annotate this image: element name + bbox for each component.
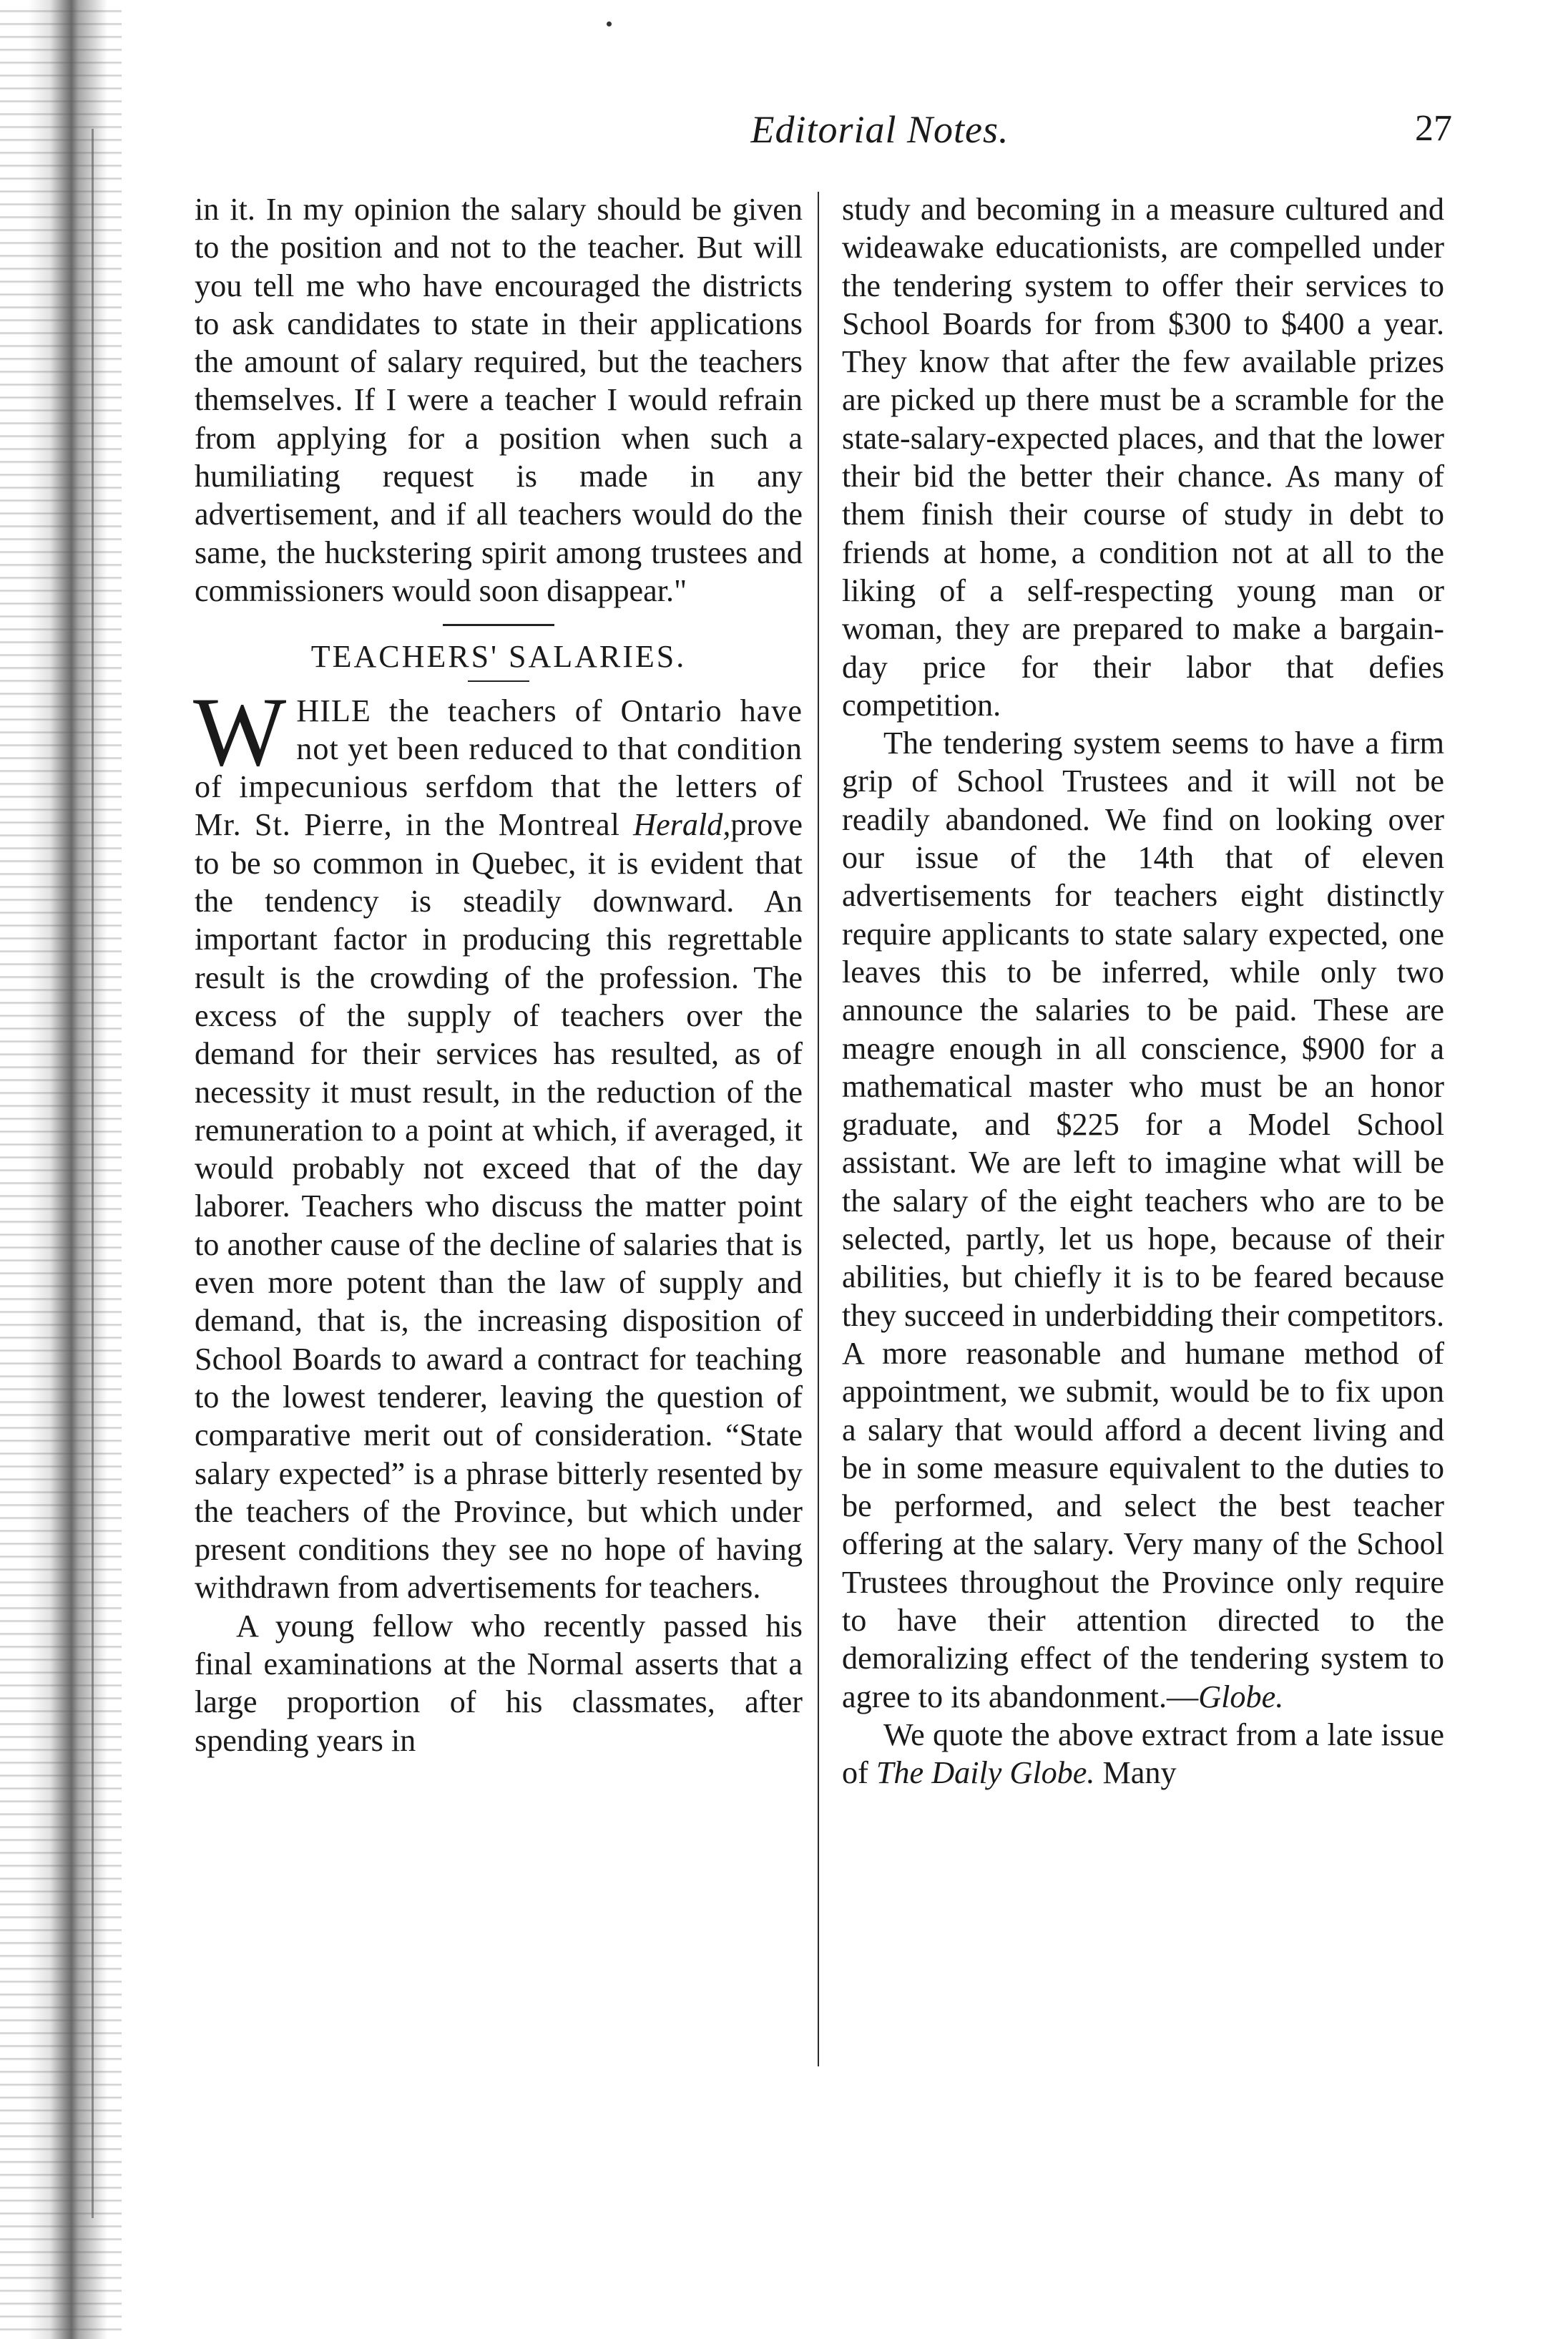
drop-cap-letter: W xyxy=(193,676,287,786)
heading-underline-rule xyxy=(468,680,529,682)
editorial-comment-paragraph xyxy=(842,1716,1444,1792)
daily-globe-title: The Daily Globe. xyxy=(876,1755,1095,1791)
letter-continuation-paragraph: in it. In my opinion the salary should be given to the position and not to the teacher. But will you tell me who have encouraged the districts to ask candidates to state in their applications the amount of salary required, but the teachers themselves. If I were a teacher I would refrain from applying for a position when such a humiliating request is made in any advertisement, and if all teachers would do the same, the huckstering spirit among trustees and commissioners would soon disappear." xyxy=(195,192,803,608)
column-divider xyxy=(818,192,819,2066)
running-header xyxy=(193,107,1452,165)
section-separator-rule xyxy=(443,624,554,626)
opening-text: HILE the teachers of Ontario have not yet been reduced to that condition of impecunious serfdom that the letters of Mr. St. Pierre, in the Montreal xyxy=(195,693,803,843)
comment-text: We quote the above extract from a late issue of xyxy=(842,1717,1444,1791)
right-column xyxy=(842,190,1444,1792)
left-column xyxy=(195,190,803,1759)
source-attribution: Globe. xyxy=(1198,1679,1284,1714)
normal-graduate-paragraph: A young fellow who recently passed his final examinations at the Normal asserts that a large proportion of his classmates, after spending years in xyxy=(195,1608,803,1758)
section-heading: TEACHERS' SALARIES. xyxy=(310,639,687,675)
binding-shadow-line xyxy=(92,129,94,2218)
running-title: Editorial Notes. xyxy=(750,108,1009,151)
article-opening-paragraph xyxy=(193,676,803,1607)
tendering-text: The tendering system seems to have a firm grip of School Trustees and it will not be readily abandoned. We find on looking over our issue of the 14th that of eleven advertisements for teachers eight distinctly require applicants to state salary expected, one leaves this to be inferred, while only two announce the salaries to be paid. These are meagre enough in all conscience, $900 for a mathematical master who must be an honor graduate, and $225 for a Model School assistant. We are left to imagine what will be the salary of the eight teachers who are to be selected, partly, let us hope, because of their abilities, but chiefly it is to be feared because they succeed in underbidding their competitors. A more reasonable and humane method of appointment, we submit, would be to fix upon a salary that would afford a decent living and be in some measure equivalent to the duties to be performed, and select the best teacher offering at the salary. Very many of the School Trustees throughout the Province only require to have their attention directed to the demoralizing effect of the tendering system to agree to its abandonment.— xyxy=(842,726,1444,1714)
print-speck xyxy=(607,21,612,26)
opening-text-continued: prove to be so common in Quebec, it is evident that the tendency is steadily downward. An important factor in producing this regrettable result is the crowding of the profession. The excess of the supply of teachers over the demand for their services has resulted, as of necessity it must result, in the reduction of the remuneration to a point at which, if averaged, it would probably not exceed that of the day laborer. Teachers who discuss the matter point to another cause of the decline of salaries that is even more potent than the law of supply and demand, that is, the increasing disposition of School Boards to award a contract for teaching to the lowest tenderer, leaving the question of comparative merit out of consideration. “State salary expected” is a phrase bitterly resented by the teachers of the Province, but which under present conditions they see no hope of having withdrawn from advertisements for teachers. xyxy=(195,807,803,1606)
scanned-binding-edge xyxy=(0,0,122,2339)
continuation-paragraph: study and becoming in a measure cultured and wideawake educationists, are compelled under the tendering system to offer their services to School Boards for from $300 to $400 a year. They know that after the few available prizes are picked up there must be a scramble for the state-salary-expected places, and that the lower their bid the better their chance. As many of them finish their course of study in debt to friends at home, a condition not at all to the liking of a self-respecting young man or woman, they are prepared to make a bargain-day price for their labor that defies competition. xyxy=(842,192,1444,723)
comment-text-end: Many xyxy=(1094,1755,1177,1791)
tendering-system-paragraph xyxy=(842,724,1444,1716)
herald-newspaper-title: Herald, xyxy=(633,807,731,843)
page-number: 27 xyxy=(1415,108,1452,149)
